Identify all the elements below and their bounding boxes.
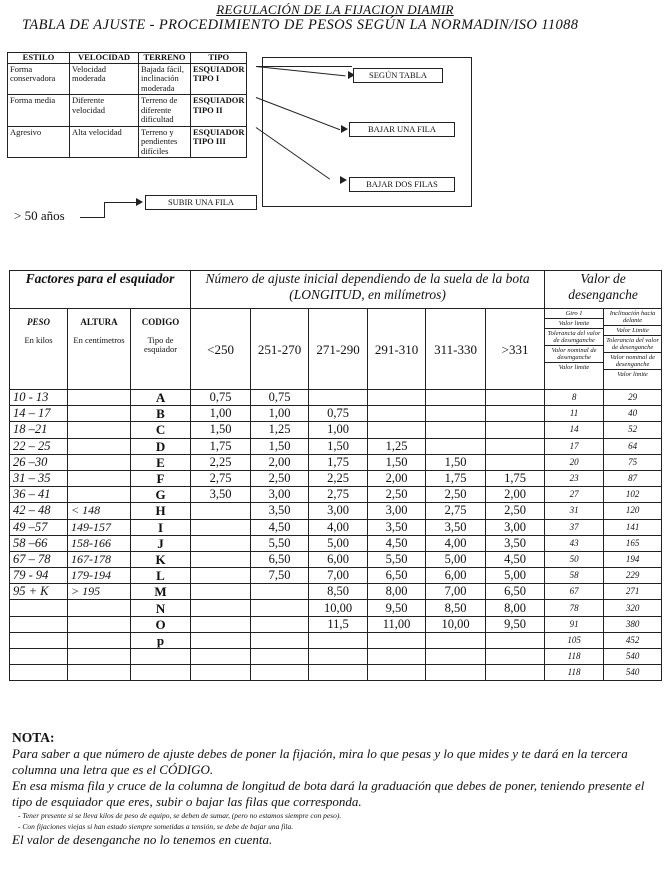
altura-cell: < 148 bbox=[68, 503, 131, 519]
codigo-cell: O bbox=[131, 616, 191, 632]
peso-cell bbox=[10, 616, 68, 632]
inclinacion-cell: 29 bbox=[604, 390, 662, 406]
giro-cell: 11 bbox=[545, 406, 604, 422]
document-title: REGULACIÓN DE LA FIJACION DIAMIR bbox=[216, 2, 454, 17]
setting-cell bbox=[486, 665, 545, 681]
setting-cell bbox=[486, 632, 545, 648]
table-row bbox=[10, 535, 662, 551]
setting-cell: 5,00 bbox=[486, 568, 545, 584]
setting-cell: 3,50 bbox=[486, 535, 545, 551]
inclinacion-cell: 452 bbox=[604, 632, 662, 648]
setting-cell: 0,75 bbox=[309, 406, 368, 422]
nota-paragraph-2: En esa misma fila y cruce de la columna de longitud de bota dará la graduación que debes de poner, teniendo presente el tipo de esquiador que eres, subir o bajar las filas que corresponda. bbox=[12, 778, 645, 809]
peso-cell: 95 + K bbox=[10, 584, 68, 600]
setting-cell: 2,25 bbox=[191, 454, 251, 470]
codigo-cell: N bbox=[131, 600, 191, 616]
altura-cell bbox=[68, 422, 131, 438]
inclinacion-cell: 380 bbox=[604, 616, 662, 632]
cell-estilo-2: Forma media bbox=[8, 95, 70, 127]
cell-velocidad-3: Alta velocidad bbox=[70, 126, 139, 158]
inclinacion-cell: 540 bbox=[604, 665, 662, 681]
giro-cell: 67 bbox=[545, 584, 604, 600]
inclinacion-cell: 141 bbox=[604, 519, 662, 535]
setting-cell: 1,50 bbox=[191, 422, 251, 438]
setting-cell bbox=[309, 665, 368, 681]
setting-cell bbox=[191, 535, 251, 551]
setting-cell: 2,00 bbox=[368, 470, 426, 486]
codigo-cell: I bbox=[131, 519, 191, 535]
setting-cell bbox=[426, 632, 486, 648]
giro-header: Giro 1 Valor limite Tolerancia del valor de desenganche Valor nominal de desenganche Valor limite bbox=[545, 309, 604, 390]
altura-cell bbox=[68, 665, 131, 681]
setting-cell bbox=[251, 600, 309, 616]
setting-cell: 1,50 bbox=[426, 454, 486, 470]
table-row bbox=[10, 616, 662, 632]
setting-cell: 10,00 bbox=[309, 600, 368, 616]
col-tipo: TIPO bbox=[191, 53, 247, 64]
table-row bbox=[10, 551, 662, 567]
codigo-cell bbox=[131, 649, 191, 665]
setting-cell: 2,50 bbox=[426, 487, 486, 503]
altura-cell: 167-178 bbox=[68, 551, 131, 567]
size-header-3: 271-290 bbox=[309, 309, 368, 390]
table-row bbox=[10, 665, 662, 681]
altura-cell bbox=[68, 632, 131, 648]
table-row bbox=[10, 503, 662, 519]
altura-cell bbox=[68, 616, 131, 632]
inclinacion-cell: 229 bbox=[604, 568, 662, 584]
inclinacion-cell: 120 bbox=[604, 503, 662, 519]
setting-cell bbox=[426, 406, 486, 422]
setting-cell: 4,00 bbox=[426, 535, 486, 551]
giro-cell: 50 bbox=[545, 551, 604, 567]
peso-header: PESO En kilos bbox=[10, 309, 68, 390]
setting-cell: 8,50 bbox=[426, 600, 486, 616]
peso-cell bbox=[10, 600, 68, 616]
bajar-una-fila-box: BAJAR UNA FILA bbox=[349, 122, 455, 137]
inclinacion-header: Inclinación hacia delante Valor Limite Tolerancia del valor de desenganche Valor nominal de desenganche Valor limite bbox=[604, 309, 662, 390]
giro-cell: 14 bbox=[545, 422, 604, 438]
giro-cell: 118 bbox=[545, 649, 604, 665]
cell-estilo-1: Forma conservadora bbox=[8, 63, 70, 95]
peso-cell: 22 – 25 bbox=[10, 438, 68, 454]
arrow-right-icon bbox=[340, 176, 347, 184]
giro-cell: 31 bbox=[545, 503, 604, 519]
col-terreno: TERRENO bbox=[139, 53, 191, 64]
codigo-cell: A bbox=[131, 390, 191, 406]
giro-cell: 105 bbox=[545, 632, 604, 648]
factores-header: Factores para el esquiador bbox=[10, 271, 191, 309]
setting-cell bbox=[486, 390, 545, 406]
altura-cell bbox=[68, 600, 131, 616]
setting-cell: 2,50 bbox=[251, 470, 309, 486]
setting-cell: 2,00 bbox=[251, 454, 309, 470]
col-velocidad: VELOCIDAD bbox=[70, 53, 139, 64]
setting-cell: 1,50 bbox=[368, 454, 426, 470]
setting-cell: 6,50 bbox=[486, 584, 545, 600]
altura-cell: 179-194 bbox=[68, 568, 131, 584]
table-row bbox=[10, 584, 662, 600]
altura-header: ALTURA En centímetros bbox=[68, 309, 131, 390]
setting-cell bbox=[486, 422, 545, 438]
setting-cell bbox=[486, 649, 545, 665]
codigo-cell: C bbox=[131, 422, 191, 438]
numero-header: Número de ajuste inicial dependiendo de la suela de la bota (LONGITUD, en milímetros) bbox=[191, 271, 545, 309]
setting-cell: 3,00 bbox=[309, 503, 368, 519]
setting-cell bbox=[191, 632, 251, 648]
altura-cell: 158-166 bbox=[68, 535, 131, 551]
peso-cell: 79 - 94 bbox=[10, 568, 68, 584]
setting-cell bbox=[191, 519, 251, 535]
setting-cell: 8,50 bbox=[309, 584, 368, 600]
setting-cell: 1,00 bbox=[191, 406, 251, 422]
giro-cell: 8 bbox=[545, 390, 604, 406]
setting-cell: 5,00 bbox=[309, 535, 368, 551]
inclinacion-cell: 320 bbox=[604, 600, 662, 616]
setting-cell: 11,00 bbox=[368, 616, 426, 632]
size-header-5: 311-330 bbox=[426, 309, 486, 390]
setting-cell: 1,75 bbox=[191, 438, 251, 454]
setting-cell bbox=[368, 649, 426, 665]
valor-header: Valor de desenganche bbox=[545, 271, 662, 309]
peso-cell bbox=[10, 649, 68, 665]
peso-cell: 14 – 17 bbox=[10, 406, 68, 422]
nota-title: NOTA: bbox=[12, 730, 55, 745]
setting-cell bbox=[251, 665, 309, 681]
giro-cell: 37 bbox=[545, 519, 604, 535]
giro-cell: 27 bbox=[545, 487, 604, 503]
cell-velocidad-1: Velocidad moderada bbox=[70, 63, 139, 95]
bajar-dos-filas-box: BAJAR DOS FILAS bbox=[349, 177, 455, 192]
nota-section bbox=[12, 730, 662, 848]
setting-cell bbox=[309, 632, 368, 648]
table-row bbox=[10, 454, 662, 470]
setting-cell bbox=[191, 551, 251, 567]
setting-cell: 6,00 bbox=[426, 568, 486, 584]
setting-cell: 6,00 bbox=[309, 551, 368, 567]
codigo-cell: B bbox=[131, 406, 191, 422]
setting-cell: 8,00 bbox=[368, 584, 426, 600]
setting-cell: 9,50 bbox=[486, 616, 545, 632]
giro-cell: 78 bbox=[545, 600, 604, 616]
setting-cell bbox=[191, 503, 251, 519]
setting-cell: 4,50 bbox=[251, 519, 309, 535]
codigo-cell: L bbox=[131, 568, 191, 584]
age-label: > 50 años bbox=[14, 208, 65, 223]
setting-cell: 2,75 bbox=[426, 503, 486, 519]
inclinacion-cell: 540 bbox=[604, 649, 662, 665]
codigo-cell: G bbox=[131, 487, 191, 503]
nota-paragraph-3: El valor de desenganche no lo tenemos en cuenta. bbox=[12, 832, 273, 847]
peso-cell: 49 –57 bbox=[10, 519, 68, 535]
setting-cell: 5,00 bbox=[426, 551, 486, 567]
peso-cell: 36 – 41 bbox=[10, 487, 68, 503]
setting-cell: 3,50 bbox=[251, 503, 309, 519]
peso-cell: 31 – 35 bbox=[10, 470, 68, 486]
peso-cell: 18 –21 bbox=[10, 422, 68, 438]
setting-cell bbox=[368, 390, 426, 406]
setting-cell: 6,50 bbox=[368, 568, 426, 584]
codigo-cell: J bbox=[131, 535, 191, 551]
setting-cell bbox=[309, 649, 368, 665]
giro-cell: 17 bbox=[545, 438, 604, 454]
altura-cell bbox=[68, 649, 131, 665]
setting-cell bbox=[426, 390, 486, 406]
setting-cell: 10,00 bbox=[426, 616, 486, 632]
peso-cell: 42 – 48 bbox=[10, 503, 68, 519]
table-row bbox=[10, 422, 662, 438]
setting-cell: 1,25 bbox=[368, 438, 426, 454]
setting-cell bbox=[309, 390, 368, 406]
setting-cell: 1,75 bbox=[486, 470, 545, 486]
inclinacion-cell: 40 bbox=[604, 406, 662, 422]
setting-cell: 7,50 bbox=[251, 568, 309, 584]
setting-cell: 5,50 bbox=[251, 535, 309, 551]
setting-cell bbox=[251, 632, 309, 648]
table-row bbox=[10, 649, 662, 665]
size-header-2: 251-270 bbox=[251, 309, 309, 390]
giro-cell: 43 bbox=[545, 535, 604, 551]
setting-cell bbox=[426, 438, 486, 454]
setting-cell bbox=[191, 584, 251, 600]
setting-cell bbox=[191, 649, 251, 665]
setting-cell: 1,00 bbox=[309, 422, 368, 438]
peso-cell: 26 –30 bbox=[10, 454, 68, 470]
setting-cell bbox=[368, 632, 426, 648]
setting-cell bbox=[486, 454, 545, 470]
setting-cell: 3,50 bbox=[191, 487, 251, 503]
cell-estilo-3: Agresivo bbox=[8, 126, 70, 158]
giro-cell: 20 bbox=[545, 454, 604, 470]
cell-terreno-3: Terreno y pendientes difíciles bbox=[139, 126, 191, 158]
setting-cell: 3,50 bbox=[426, 519, 486, 535]
codigo-cell: H bbox=[131, 503, 191, 519]
setting-cell: 2,50 bbox=[368, 487, 426, 503]
setting-cell: 3,00 bbox=[486, 519, 545, 535]
table-row bbox=[10, 438, 662, 454]
cell-terreno-1: Bajada fácil, inclinación moderada bbox=[139, 63, 191, 95]
inclinacion-cell: 194 bbox=[604, 551, 662, 567]
table-row bbox=[10, 600, 662, 616]
altura-cell: 149-157 bbox=[68, 519, 131, 535]
table-row bbox=[10, 406, 662, 422]
giro-cell: 23 bbox=[545, 470, 604, 486]
setting-cell bbox=[251, 616, 309, 632]
setting-cell: 0,75 bbox=[191, 390, 251, 406]
table-row bbox=[10, 487, 662, 503]
size-header-1: <250 bbox=[191, 309, 251, 390]
setting-cell bbox=[191, 600, 251, 616]
skier-type-table bbox=[7, 52, 247, 158]
altura-cell bbox=[68, 390, 131, 406]
altura-cell: > 195 bbox=[68, 584, 131, 600]
inclinacion-cell: 102 bbox=[604, 487, 662, 503]
nota-paragraph-1: Para saber a que número de ajuste debes de poner la fijación, mira lo que pesas y lo que mides y te dará en la tercera columna una letra que es el CÓDIGO. bbox=[12, 746, 628, 777]
table-row bbox=[10, 390, 662, 406]
setting-cell: 3,00 bbox=[251, 487, 309, 503]
setting-cell: 7,00 bbox=[426, 584, 486, 600]
peso-cell bbox=[10, 632, 68, 648]
giro-cell: 91 bbox=[545, 616, 604, 632]
setting-cell bbox=[191, 616, 251, 632]
setting-cell bbox=[426, 665, 486, 681]
altura-cell bbox=[68, 406, 131, 422]
subir-una-fila-box: SUBIR UNA FILA bbox=[145, 195, 257, 210]
setting-cell: 3,00 bbox=[368, 503, 426, 519]
setting-cell bbox=[486, 438, 545, 454]
setting-cell bbox=[426, 649, 486, 665]
setting-cell: 9,50 bbox=[368, 600, 426, 616]
codigo-cell: F bbox=[131, 470, 191, 486]
setting-cell bbox=[191, 665, 251, 681]
nota-bullet-1: - Tener presente si se lleva kilos de peso de equipo, se deben de sumar, (pero no estamos siempre con peso). bbox=[18, 811, 342, 820]
codigo-cell bbox=[131, 665, 191, 681]
setting-cell: 4,50 bbox=[368, 535, 426, 551]
inclinacion-cell: 75 bbox=[604, 454, 662, 470]
col-estilo: ESTILO bbox=[8, 53, 70, 64]
nota-bullet-2: - Con fijaciones viejas si han estado siempre sometidas a tensión, se debe de bajar una fila. bbox=[18, 822, 294, 831]
setting-cell: 1,50 bbox=[251, 438, 309, 454]
setting-cell: 1,75 bbox=[426, 470, 486, 486]
setting-cell: 5,50 bbox=[368, 551, 426, 567]
setting-cell: 11,5 bbox=[309, 616, 368, 632]
cell-tipo-3: ESQUIADOR TIPO III bbox=[191, 126, 247, 158]
cell-terreno-2: Terreno de diferente dificultad bbox=[139, 95, 191, 127]
setting-cell: 2,75 bbox=[191, 470, 251, 486]
codigo-cell: K bbox=[131, 551, 191, 567]
segun-tabla-box: SEGÚN TABLA bbox=[353, 68, 443, 83]
table-row bbox=[10, 568, 662, 584]
inclinacion-cell: 165 bbox=[604, 535, 662, 551]
altura-cell bbox=[68, 454, 131, 470]
altura-cell bbox=[68, 487, 131, 503]
table-row bbox=[10, 470, 662, 486]
cell-tipo-1: ESQUIADOR TIPO I bbox=[191, 63, 247, 95]
arrow-right-icon bbox=[136, 198, 143, 206]
codigo-header: CODIGO Tipo de esquiador bbox=[131, 309, 191, 390]
setting-cell: 1,50 bbox=[309, 438, 368, 454]
inclinacion-cell: 87 bbox=[604, 470, 662, 486]
table-row bbox=[10, 632, 662, 648]
codigo-cell: M bbox=[131, 584, 191, 600]
altura-cell bbox=[68, 470, 131, 486]
altura-cell bbox=[68, 438, 131, 454]
size-header-6: >331 bbox=[486, 309, 545, 390]
giro-cell: 118 bbox=[545, 665, 604, 681]
setting-cell: 3,50 bbox=[368, 519, 426, 535]
setting-cell: 8,00 bbox=[486, 600, 545, 616]
peso-cell bbox=[10, 665, 68, 681]
inclinacion-cell: 52 bbox=[604, 422, 662, 438]
setting-cell: 2,75 bbox=[309, 487, 368, 503]
setting-cell: 0,75 bbox=[251, 390, 309, 406]
codigo-cell: E bbox=[131, 454, 191, 470]
table-row bbox=[10, 519, 662, 535]
inclinacion-cell: 271 bbox=[604, 584, 662, 600]
setting-cell: 1,75 bbox=[309, 454, 368, 470]
setting-cell: 1,00 bbox=[251, 406, 309, 422]
setting-cell: 2,00 bbox=[486, 487, 545, 503]
setting-cell bbox=[251, 649, 309, 665]
peso-cell: 10 - 13 bbox=[10, 390, 68, 406]
size-header-4: 291-310 bbox=[368, 309, 426, 390]
setting-cell bbox=[368, 422, 426, 438]
setting-cell bbox=[426, 422, 486, 438]
setting-cell bbox=[368, 406, 426, 422]
setting-cell: 7,00 bbox=[309, 568, 368, 584]
cell-velocidad-2: Diferente velocidad bbox=[70, 95, 139, 127]
cell-tipo-2: ESQUIADOR TIPO II bbox=[191, 95, 247, 127]
setting-cell bbox=[368, 665, 426, 681]
adjustment-table bbox=[9, 270, 662, 681]
setting-cell: 4,50 bbox=[486, 551, 545, 567]
setting-cell: 1,25 bbox=[251, 422, 309, 438]
setting-cell: 4,00 bbox=[309, 519, 368, 535]
peso-cell: 58 –66 bbox=[10, 535, 68, 551]
codigo-cell: p bbox=[131, 632, 191, 648]
giro-cell: 58 bbox=[545, 568, 604, 584]
arrow-right-icon bbox=[341, 125, 348, 133]
setting-cell: 2,25 bbox=[309, 470, 368, 486]
peso-cell: 67 – 78 bbox=[10, 551, 68, 567]
setting-cell bbox=[251, 584, 309, 600]
setting-cell bbox=[191, 568, 251, 584]
setting-cell: 2,50 bbox=[486, 503, 545, 519]
codigo-cell: D bbox=[131, 438, 191, 454]
setting-cell bbox=[486, 406, 545, 422]
setting-cell: 6,50 bbox=[251, 551, 309, 567]
document-subtitle: TABLA DE AJUSTE - PROCEDIMIENTO DE PESOS SEGÚN LA NORMADIN/ISO 11088 bbox=[22, 17, 579, 33]
inclinacion-cell: 64 bbox=[604, 438, 662, 454]
